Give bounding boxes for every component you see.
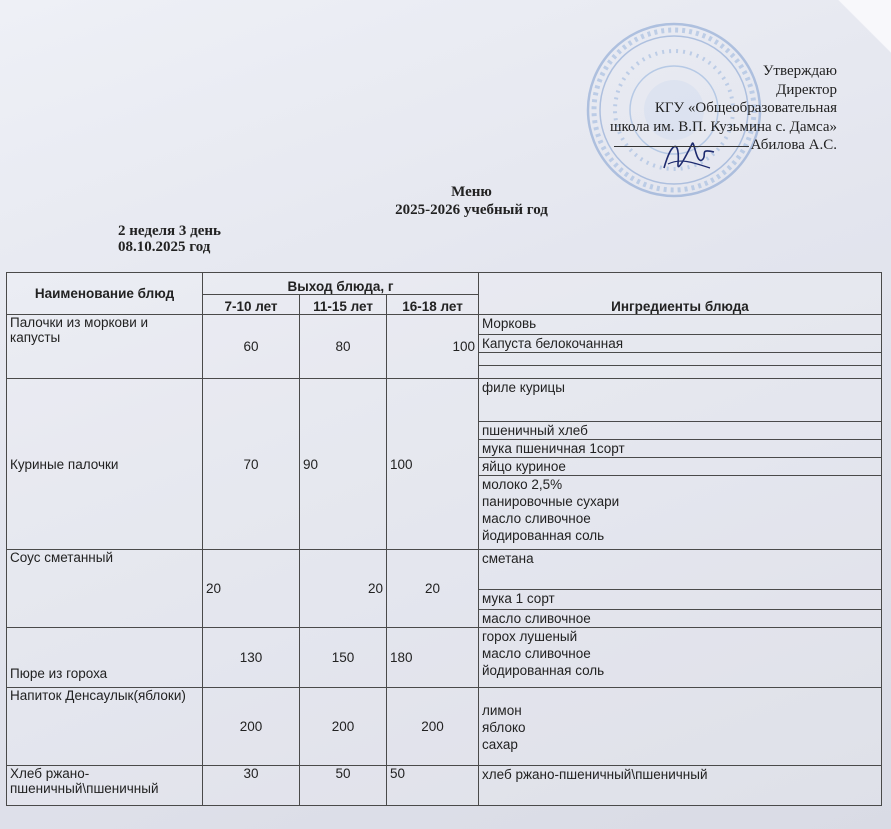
ingredient: молоко 2,5% xyxy=(482,477,563,492)
ingredient: Капуста белокочанная xyxy=(479,335,882,353)
dish-name: Соус сметанный xyxy=(7,550,203,628)
dish-output-11-15: 80 xyxy=(300,315,387,379)
dish-output-16-18: 20 xyxy=(387,550,479,628)
ingredient: масло сливочное xyxy=(479,610,882,628)
dish-name: Хлеб ржано-пшеничный\пшеничный xyxy=(7,766,203,806)
document-title xyxy=(0,183,891,219)
header-age-16-18: 16-18 лет xyxy=(387,295,479,315)
ingredient-list xyxy=(479,628,882,688)
ingredient: горох лушеный xyxy=(482,629,578,644)
dish-name: Куриные палочки xyxy=(7,379,203,550)
ingredient: панировочные сухари xyxy=(482,494,620,509)
ingredient: мука 1 сорт xyxy=(479,590,882,610)
dish-output-16-18: 200 xyxy=(387,688,479,766)
dish-output-7-10: 70 xyxy=(203,379,300,550)
dish-output-11-15: 90 xyxy=(300,379,387,550)
header-output: Выход блюда, г xyxy=(203,273,479,295)
ingredient-list xyxy=(479,476,882,550)
ingredient xyxy=(479,353,882,366)
ingredient: масло сливочное xyxy=(482,646,591,661)
title-menu: Меню xyxy=(451,184,492,200)
dish-name: Пюре из гороха xyxy=(7,628,203,688)
dish-output-11-15: 50 xyxy=(300,766,387,806)
ingredient xyxy=(479,366,882,379)
dish-name: Палочки из моркови и капусты xyxy=(7,315,203,379)
dish-output-7-10: 130 xyxy=(203,628,300,688)
dish-output-11-15: 20 xyxy=(300,550,387,628)
approval-position: Директор xyxy=(776,81,837,98)
ingredient-list xyxy=(479,688,882,766)
ingredient: сметана xyxy=(479,550,882,590)
ingredient: хлеб ржано-пшеничный\пшеничный xyxy=(479,766,882,806)
header-age-11-15: 11-15 лет xyxy=(300,295,387,315)
menu-meta xyxy=(118,223,221,255)
dish-output-16-18: 100 xyxy=(387,379,479,550)
menu-date: 08.10.2025 год xyxy=(118,239,211,255)
dish-output-16-18: 100 xyxy=(387,315,479,379)
dish-output-11-15: 200 xyxy=(300,688,387,766)
ingredient: лимон xyxy=(482,703,522,718)
ingredient: мука пшеничная 1сорт xyxy=(479,440,882,458)
dish-output-7-10: 60 xyxy=(203,315,300,379)
dish-output-16-18: 180 xyxy=(387,628,479,688)
ingredient: йодированная соль xyxy=(482,528,605,543)
dish-name: Напиток Денсаулык(яблоки) xyxy=(7,688,203,766)
ingredient: масло сливочное xyxy=(482,511,591,526)
dish-output-11-15: 150 xyxy=(300,628,387,688)
header-dish-name: Наименование блюд xyxy=(7,273,203,315)
approval-organization: КГУ «Общеобразовательная xyxy=(654,100,837,116)
dish-output-7-10: 20 xyxy=(203,550,300,628)
dish-output-16-18: 50 xyxy=(387,766,479,806)
dish-output-7-10: 30 xyxy=(203,766,300,806)
title-school-year: 2025-2026 учебный год xyxy=(395,202,548,218)
paper-fold xyxy=(821,0,891,60)
ingredient: яйцо куриное xyxy=(479,458,882,476)
approval-block xyxy=(610,62,837,155)
approval-school: школа им. В.П. Кузьмина с. Дамса» xyxy=(609,118,837,135)
approval-heading: Утверждаю xyxy=(762,63,837,79)
week-day-label: 2 неделя 3 день xyxy=(118,223,221,239)
ingredient: Морковь xyxy=(479,315,882,335)
approval-signer: Абилова А.С. xyxy=(750,137,837,153)
ingredient: яблоко xyxy=(482,720,526,735)
ingredient: пшеничный хлеб xyxy=(479,422,882,440)
header-age-7-10: 7-10 лет xyxy=(203,295,300,315)
signature-line xyxy=(614,146,749,147)
ingredient: филе курицы xyxy=(479,379,882,422)
ingredient: йодированная соль xyxy=(482,663,605,678)
header-ingredients: Ингредиенты блюда xyxy=(479,273,882,315)
approval-signer-line xyxy=(610,136,837,155)
ingredient: сахар xyxy=(482,737,518,752)
menu-table xyxy=(6,272,882,806)
dish-output-7-10: 200 xyxy=(203,688,300,766)
